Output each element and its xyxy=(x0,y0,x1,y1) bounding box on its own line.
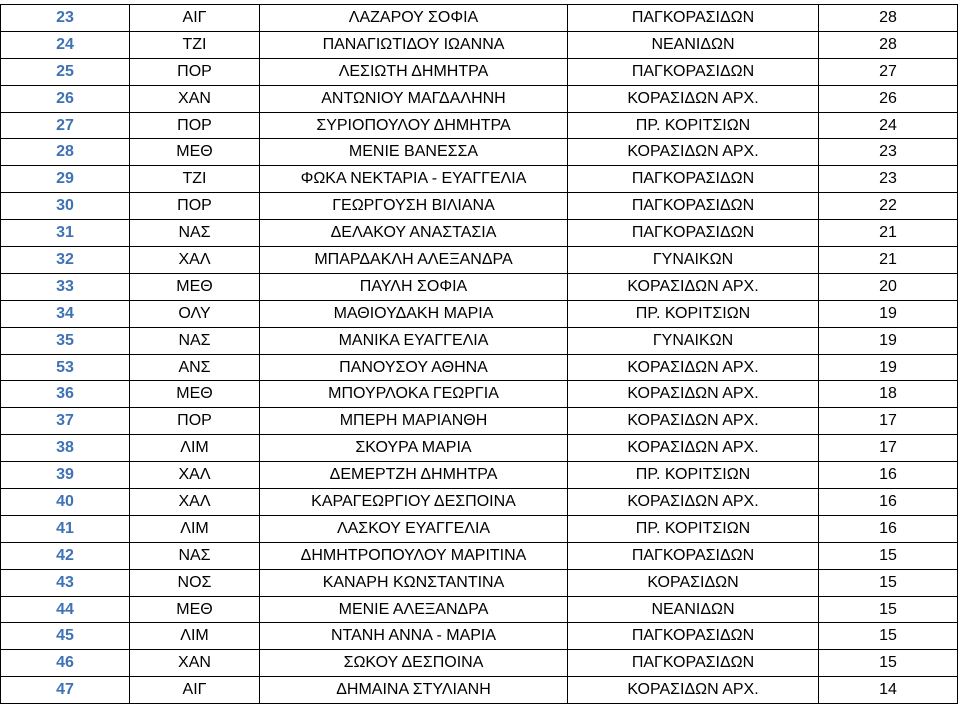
points-cell: 16 xyxy=(819,515,958,542)
athlete-name-cell: ΚΑΡΑΓΕΩΡΓΙΟΥ ΔΕΣΠΟΙΝΑ xyxy=(260,489,568,516)
points-cell: 28 xyxy=(819,31,958,58)
category-cell: ΝΕΑΝΙΔΩΝ xyxy=(568,596,819,623)
table-row xyxy=(1,677,958,704)
club-cell: ΝΑΣ xyxy=(130,327,260,354)
rank-cell: 53 xyxy=(1,354,130,381)
club-cell: ΟΛΥ xyxy=(130,300,260,327)
rank-cell: 40 xyxy=(1,489,130,516)
category-cell: ΓΥΝΑΙΚΩΝ xyxy=(568,327,819,354)
athlete-name-cell: ΣΥΡΙΟΠΟΥΛΟΥ ΔΗΜΗΤΡΑ xyxy=(260,112,568,139)
club-cell: ΑΝΣ xyxy=(130,354,260,381)
club-cell: ΜΕΘ xyxy=(130,273,260,300)
club-cell: ΧΑΛ xyxy=(130,462,260,489)
points-cell: 17 xyxy=(819,408,958,435)
points-cell: 15 xyxy=(819,596,958,623)
points-cell: 14 xyxy=(819,677,958,704)
points-cell: 21 xyxy=(819,220,958,247)
category-cell: ΠΑΓΚΟΡΑΣΙΔΩΝ xyxy=(568,5,819,32)
category-cell: ΚΟΡΑΣΙΔΩΝ ΑΡΧ. xyxy=(568,139,819,166)
rank-cell: 39 xyxy=(1,462,130,489)
table-row xyxy=(1,300,958,327)
category-cell: ΚΟΡΑΣΙΔΩΝ ΑΡΧ. xyxy=(568,381,819,408)
club-cell: ΧΑΝ xyxy=(130,650,260,677)
athlete-name-cell: ΛΑΣΚΟΥ ΕΥΑΓΓΕΛΙΑ xyxy=(260,515,568,542)
table-row xyxy=(1,220,958,247)
rank-cell: 41 xyxy=(1,515,130,542)
points-cell: 19 xyxy=(819,300,958,327)
rank-cell: 34 xyxy=(1,300,130,327)
club-cell: ΧΑΛ xyxy=(130,489,260,516)
athlete-name-cell: ΔΗΜΗΤΡΟΠΟΥΛΟΥ ΜΑΡΙΤΙΝΑ xyxy=(260,542,568,569)
table-row xyxy=(1,112,958,139)
table-row xyxy=(1,515,958,542)
category-cell: ΠΑΓΚΟΡΑΣΙΔΩΝ xyxy=(568,623,819,650)
rank-cell: 44 xyxy=(1,596,130,623)
athlete-name-cell: ΦΩΚΑ ΝΕΚΤΑΡΙΑ - ΕΥΑΓΓΕΛΙΑ xyxy=(260,166,568,193)
points-cell: 23 xyxy=(819,139,958,166)
points-cell: 19 xyxy=(819,354,958,381)
table-row xyxy=(1,354,958,381)
table-row xyxy=(1,273,958,300)
rank-cell: 27 xyxy=(1,112,130,139)
athlete-name-cell: ΛΕΣΙΩΤΗ ΔΗΜΗΤΡΑ xyxy=(260,58,568,85)
category-cell: ΚΟΡΑΣΙΔΩΝ ΑΡΧ. xyxy=(568,677,819,704)
club-cell: ΝΑΣ xyxy=(130,220,260,247)
table-row xyxy=(1,650,958,677)
rank-cell: 38 xyxy=(1,435,130,462)
club-cell: ΑΙΓ xyxy=(130,677,260,704)
club-cell: ΠΟΡ xyxy=(130,112,260,139)
athlete-name-cell: ΣΚΟΥΡΑ ΜΑΡΙΑ xyxy=(260,435,568,462)
category-cell: ΠΡ. ΚΟΡΙΤΣΙΩΝ xyxy=(568,515,819,542)
table-row xyxy=(1,569,958,596)
club-cell: ΑΙΓ xyxy=(130,5,260,32)
athlete-name-cell: ΜΕΝΙΕ ΑΛΕΞΑΝΔΡΑ xyxy=(260,596,568,623)
points-cell: 16 xyxy=(819,489,958,516)
athlete-name-cell: ΜΑΝΙΚΑ ΕΥΑΓΓΕΛΙΑ xyxy=(260,327,568,354)
table-row xyxy=(1,327,958,354)
athlete-name-cell: ΜΠΑΡΔΑΚΛΗ ΑΛΕΞΑΝΔΡΑ xyxy=(260,247,568,274)
category-cell: ΠΡ. ΚΟΡΙΤΣΙΩΝ xyxy=(568,112,819,139)
club-cell: ΜΕΘ xyxy=(130,139,260,166)
results-table-body xyxy=(1,5,958,704)
athlete-name-cell: ΓΕΩΡΓΟΥΣΗ ΒΙΛΙΑΝΑ xyxy=(260,193,568,220)
rank-cell: 26 xyxy=(1,85,130,112)
table-row xyxy=(1,247,958,274)
table-row xyxy=(1,85,958,112)
table-row xyxy=(1,435,958,462)
points-cell: 17 xyxy=(819,435,958,462)
rank-cell: 42 xyxy=(1,542,130,569)
athlete-name-cell: ΚΑΝΑΡΗ ΚΩΝΣΤΑΝΤΙΝΑ xyxy=(260,569,568,596)
club-cell: ΝΟΣ xyxy=(130,569,260,596)
athlete-name-cell: ΝΤΑΝΗ ΑΝΝΑ - ΜΑΡΙΑ xyxy=(260,623,568,650)
rank-cell: 33 xyxy=(1,273,130,300)
table-row xyxy=(1,623,958,650)
points-cell: 19 xyxy=(819,327,958,354)
points-cell: 23 xyxy=(819,166,958,193)
rank-cell: 47 xyxy=(1,677,130,704)
club-cell: ΝΑΣ xyxy=(130,542,260,569)
table-row xyxy=(1,462,958,489)
club-cell: ΛΙΜ xyxy=(130,623,260,650)
athlete-name-cell: ΣΩΚΟΥ ΔΕΣΠΟΙΝΑ xyxy=(260,650,568,677)
points-cell: 27 xyxy=(819,58,958,85)
points-cell: 24 xyxy=(819,112,958,139)
points-cell: 22 xyxy=(819,193,958,220)
club-cell: ΤΖΙ xyxy=(130,166,260,193)
rank-cell: 24 xyxy=(1,31,130,58)
points-cell: 28 xyxy=(819,5,958,32)
athlete-name-cell: ΜΕΝΙΕ ΒΑΝΕΣΣΑ xyxy=(260,139,568,166)
category-cell: ΝΕΑΝΙΔΩΝ xyxy=(568,31,819,58)
athlete-name-cell: ΜΑΘΙΟΥΔΑΚΗ ΜΑΡΙΑ xyxy=(260,300,568,327)
athlete-name-cell: ΜΠΕΡΗ ΜΑΡΙΑΝΘΗ xyxy=(260,408,568,435)
table-row xyxy=(1,139,958,166)
table-row xyxy=(1,31,958,58)
rank-cell: 25 xyxy=(1,58,130,85)
athlete-name-cell: ΠΑΝΟΥΣΟΥ ΑΘΗΝΑ xyxy=(260,354,568,381)
table-row xyxy=(1,58,958,85)
points-cell: 18 xyxy=(819,381,958,408)
rank-cell: 30 xyxy=(1,193,130,220)
club-cell: ΧΑΝ xyxy=(130,85,260,112)
rank-cell: 29 xyxy=(1,166,130,193)
points-cell: 20 xyxy=(819,273,958,300)
table-row xyxy=(1,408,958,435)
category-cell: ΓΥΝΑΙΚΩΝ xyxy=(568,247,819,274)
athlete-name-cell: ΔΕΜΕΡΤΖΗ ΔΗΜΗΤΡΑ xyxy=(260,462,568,489)
category-cell: ΠΑΓΚΟΡΑΣΙΔΩΝ xyxy=(568,220,819,247)
category-cell: ΠΡ. ΚΟΡΙΤΣΙΩΝ xyxy=(568,462,819,489)
club-cell: ΜΕΘ xyxy=(130,381,260,408)
rank-cell: 35 xyxy=(1,327,130,354)
category-cell: ΚΟΡΑΣΙΔΩΝ ΑΡΧ. xyxy=(568,354,819,381)
club-cell: ΠΟΡ xyxy=(130,58,260,85)
category-cell: ΠΑΓΚΟΡΑΣΙΔΩΝ xyxy=(568,650,819,677)
club-cell: ΠΟΡ xyxy=(130,193,260,220)
club-cell: ΜΕΘ xyxy=(130,596,260,623)
rank-cell: 23 xyxy=(1,5,130,32)
points-cell: 16 xyxy=(819,462,958,489)
table-row xyxy=(1,596,958,623)
table-row xyxy=(1,166,958,193)
category-cell: ΚΟΡΑΣΙΔΩΝ ΑΡΧ. xyxy=(568,273,819,300)
rank-cell: 32 xyxy=(1,247,130,274)
points-cell: 26 xyxy=(819,85,958,112)
table-row xyxy=(1,193,958,220)
rank-cell: 28 xyxy=(1,139,130,166)
athlete-name-cell: ΛΑΖΑΡΟΥ ΣΟΦΙΑ xyxy=(260,5,568,32)
category-cell: ΠΡ. ΚΟΡΙΤΣΙΩΝ xyxy=(568,300,819,327)
rank-cell: 37 xyxy=(1,408,130,435)
category-cell: ΠΑΓΚΟΡΑΣΙΔΩΝ xyxy=(568,58,819,85)
rank-cell: 31 xyxy=(1,220,130,247)
rank-cell: 36 xyxy=(1,381,130,408)
category-cell: ΚΟΡΑΣΙΔΩΝ xyxy=(568,569,819,596)
table-row xyxy=(1,5,958,32)
club-cell: ΛΙΜ xyxy=(130,435,260,462)
club-cell: ΠΟΡ xyxy=(130,408,260,435)
table-row xyxy=(1,381,958,408)
category-cell: ΠΑΓΚΟΡΑΣΙΔΩΝ xyxy=(568,166,819,193)
athlete-name-cell: ΑΝΤΩΝΙΟΥ ΜΑΓΔΑΛΗΝΗ xyxy=(260,85,568,112)
athlete-name-cell: ΠΑΝΑΓΙΩΤΙΔΟΥ ΙΩΑΝΝΑ xyxy=(260,31,568,58)
points-cell: 15 xyxy=(819,542,958,569)
category-cell: ΚΟΡΑΣΙΔΩΝ ΑΡΧ. xyxy=(568,85,819,112)
category-cell: ΠΑΓΚΟΡΑΣΙΔΩΝ xyxy=(568,193,819,220)
category-cell: ΚΟΡΑΣΙΔΩΝ ΑΡΧ. xyxy=(568,489,819,516)
points-cell: 21 xyxy=(819,247,958,274)
club-cell: ΧΑΛ xyxy=(130,247,260,274)
results-table xyxy=(0,4,958,704)
athlete-name-cell: ΔΗΜΑΙΝΑ ΣΤΥΛΙΑΝΗ xyxy=(260,677,568,704)
table-row xyxy=(1,489,958,516)
athlete-name-cell: ΠΑΥΛΗ ΣΟΦΙΑ xyxy=(260,273,568,300)
club-cell: ΛΙΜ xyxy=(130,515,260,542)
points-cell: 15 xyxy=(819,569,958,596)
category-cell: ΠΑΓΚΟΡΑΣΙΔΩΝ xyxy=(568,542,819,569)
category-cell: ΚΟΡΑΣΙΔΩΝ ΑΡΧ. xyxy=(568,435,819,462)
points-cell: 15 xyxy=(819,623,958,650)
club-cell: ΤΖΙ xyxy=(130,31,260,58)
rank-cell: 45 xyxy=(1,623,130,650)
rank-cell: 43 xyxy=(1,569,130,596)
points-cell: 15 xyxy=(819,650,958,677)
category-cell: ΚΟΡΑΣΙΔΩΝ ΑΡΧ. xyxy=(568,408,819,435)
athlete-name-cell: ΔΕΛΑΚΟΥ ΑΝΑΣΤΑΣΙΑ xyxy=(260,220,568,247)
table-row xyxy=(1,542,958,569)
rank-cell: 46 xyxy=(1,650,130,677)
athlete-name-cell: ΜΠΟΥΡΛΟΚΑ ΓΕΩΡΓΙΑ xyxy=(260,381,568,408)
